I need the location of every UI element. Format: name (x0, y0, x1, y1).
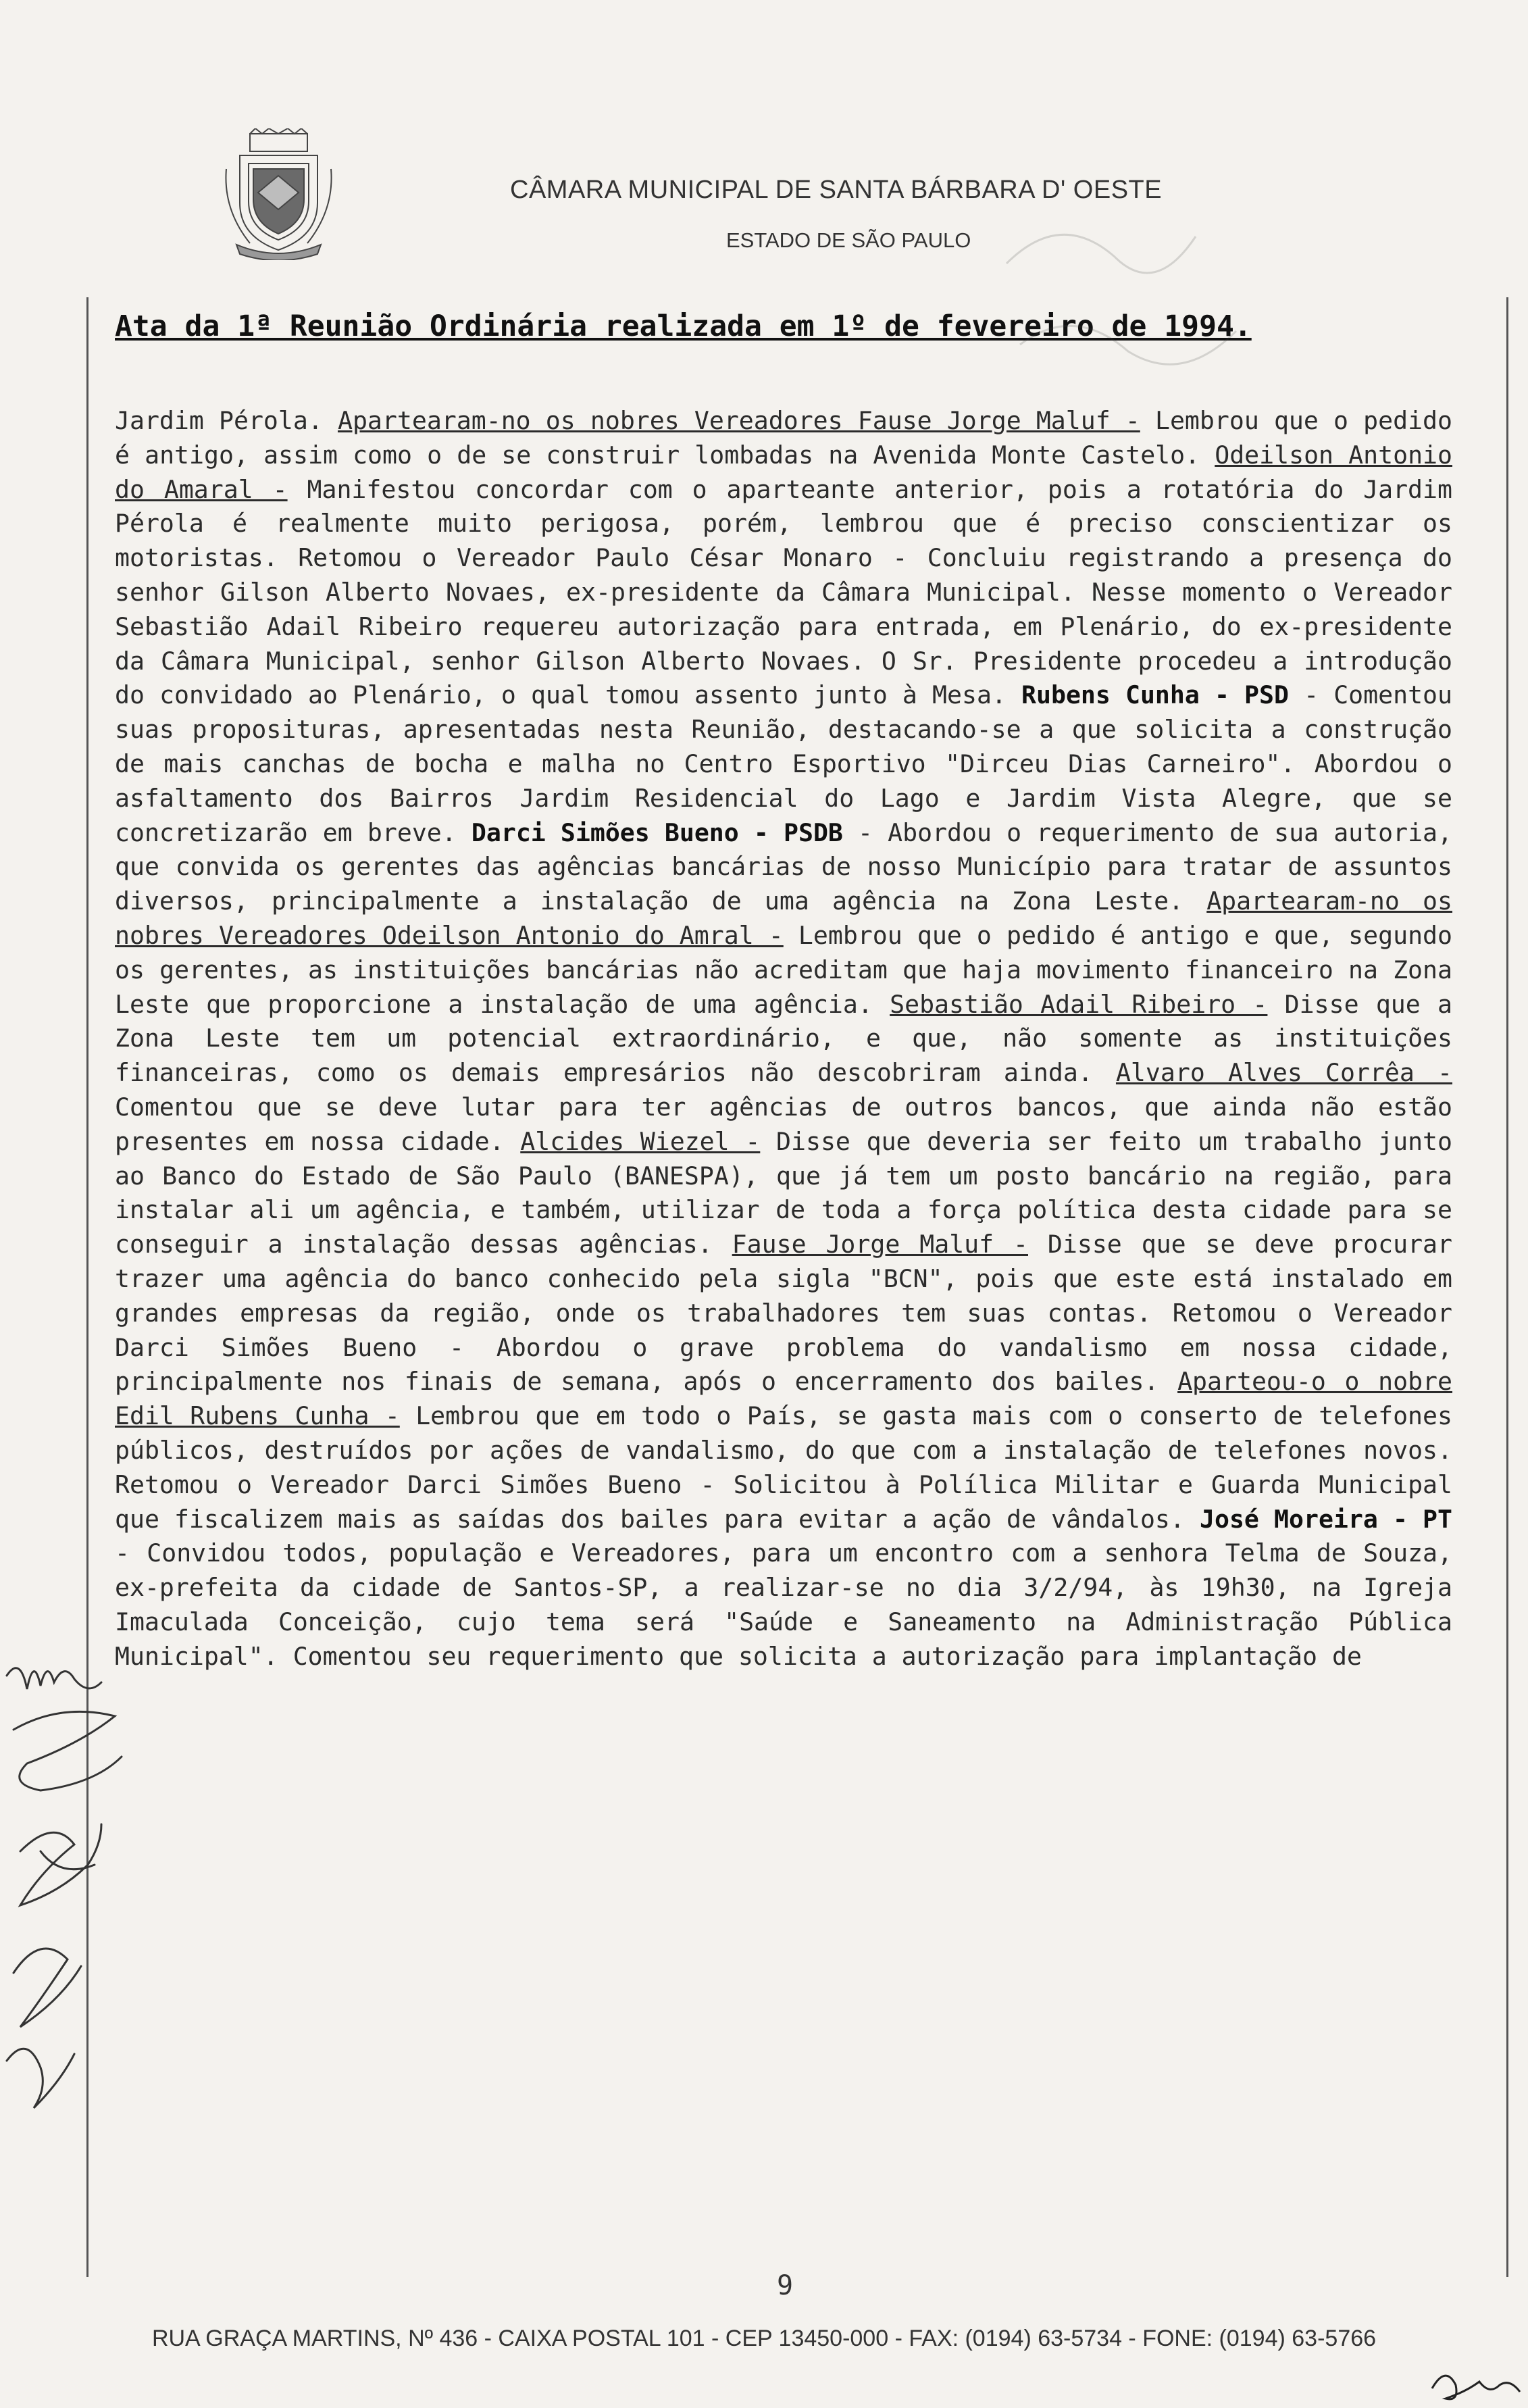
speaker-name: Odeilson Antonio do Amaral - (115, 440, 1452, 504)
bleed-through-signature (979, 196, 1317, 412)
right-margin-line (1506, 297, 1508, 2277)
aparte-speakers: Aparteou-o o nobre Edil Rubens Cunha - (115, 1367, 1452, 1431)
coat-of-arms-logo (223, 128, 334, 260)
aparte-speakers: Apartearam-no os nobres Vereadores Fause Jorge Maluf - (337, 406, 1140, 435)
body-segment: Lembrou que o pedido é antigo, assim como o de se construir lombadas na Avenida Monte Castelo. (115, 406, 1452, 470)
footer-address: RUA GRAÇA MARTINS, Nº 436 - CAIXA POSTAL 101 - CEP 13450-000 - FAX: (0194) 63-5734 - FONE: (0194) 63-5766 (151, 2326, 1377, 2351)
body-segment: Disse que se deve procurar trazer uma agência do banco conhecido pela sigla "BCN", pois que este está instalado em grandes empresas da região, onde os trabalhadores tem suas contas. Retomou o Vereador Darci Simões Bueno - Abordou o grave problema do vandalismo em nossa cidade, principalmente nos finais de semana, após o encerramento dos bailes. (115, 1230, 1452, 1397)
page-number: 9 (777, 2270, 794, 2301)
body-segment: - Comentou suas proposituras, apresentadas nesta Reunião, destacando-se a que solicita a construção de mais canchas de bocha e malha no Centro Esportivo "Dirceu Dias Carneiro". Abordou o asfaltamento dos Bairros Jardim Residencial do Lago e Jardim Vista Alegre, que se concretizarão em breve. (115, 680, 1452, 847)
body-segment: Lembrou que em todo o País, se gasta mais com o conserto de telefones públicos, destruídos por ações de vandalismo, do que com a instalação de telefones novos. Retomou o Vereador Darci Simões Bueno - Solicitou à Polílica Militar e Guarda Municipal que fiscalizem mais as saídas dos bailes para evitar a ação de vândalos. (115, 1401, 1452, 1534)
margin-signatures (0, 1649, 135, 2122)
document-title: Ata da 1ª Reunião Ordinária realizada em 1º de fevereiro de 1994. (115, 309, 1252, 343)
minutes-body (115, 404, 1452, 1674)
aparte-speakers: Apartearam-no os nobres Vereadores Odeilson Antonio do Amral - (115, 886, 1452, 950)
speaker-name: Alcides Wiezel - (520, 1126, 761, 1156)
body-segment: Lembrou que o pedido é antigo e que, segundo os gerentes, as instituições bancárias não acreditam que haja movimento financeiro na Zona Leste que proporcione a instalação de uma agência. (115, 920, 1452, 1019)
state-name: ESTADO DE SÃO PAULO (726, 228, 971, 252)
speaker-name: Alvaro Alves Corrêa - (1115, 1058, 1452, 1088)
body-segment: Disse que deveria ser feito um trabalho junto ao Banco do Estado de São Paulo (BANESPA), que já tem um posto bancário na região, para instalar ali um agência, e também, utilizar de toda a força política desta cidade para se conseguir a instalação dessas agências. (115, 1126, 1452, 1259)
speaker-party: José Moreira - PT (1200, 1504, 1452, 1534)
body-segment: - Abordou o requerimento de sua autoria, que convida os gerentes das agências bancárias de nosso Município para tratar de assuntos diversos, principalmente a instalação de uma agência na Zona Leste. (115, 818, 1452, 916)
speaker-name: Fause Jorge Maluf - (732, 1230, 1028, 1259)
speaker-party: Darci Simões Bueno - PSDB (471, 818, 843, 847)
body-segment: Comentou que se deve lutar para ter agências de outros bancos, que ainda não estão presentes em nossa cidade. (115, 1092, 1452, 1156)
institution-name: CÂMARA MUNICIPAL DE SANTA BÁRBARA D' OESTE (510, 176, 1163, 204)
body-segment: - Convidou todos, população e Vereadores, para um encontro com a senhora Telma de Souza, ex-prefeita da cidade de Santos-SP, a realizar-se no dia 3/2/94, às 19h30, na Igreja Imaculada Conceição, cujo tema será "Saúde e Saneamento na Administração Pública Municipal". Comentou seu requerimento que solicita a autorização para implantação de (115, 1538, 1452, 1671)
body-segment: Disse que a Zona Leste tem um potencial extraordinário, e que, não somente as instituições financeiras, como os demais empresários não descobriram ainda. (115, 989, 1453, 1088)
speaker-name: Sebastião Adail Ribeiro - (890, 989, 1268, 1019)
initials-signature (1425, 2361, 1527, 2405)
body-segment: Jardim Pérola. (115, 406, 338, 435)
body-segment: Manifestou concordar com o aparteante anterior, pois a rotatória do Jardim Pérola é realmente muito perigosa, porém, lembrou que é preciso conscientizar os motoristas. Retomou o Vereador Paulo César Monaro - Concluiu registrando a presença do senhor Gilson Alberto Novaes, ex-presidente da Câmara Municipal. Nesse momento o Vereador Sebastião Adail Ribeiro requereu autorização para entrada, em Plenário, do ex-presidente da Câmara Municipal, senhor Gilson Alberto Novaes. O Sr. Presidente procedeu a introdução do convidado ao Plenário, o qual tomou assento junto à Mesa. (115, 474, 1452, 710)
speaker-party: Rubens Cunha - PSD (1021, 680, 1289, 710)
